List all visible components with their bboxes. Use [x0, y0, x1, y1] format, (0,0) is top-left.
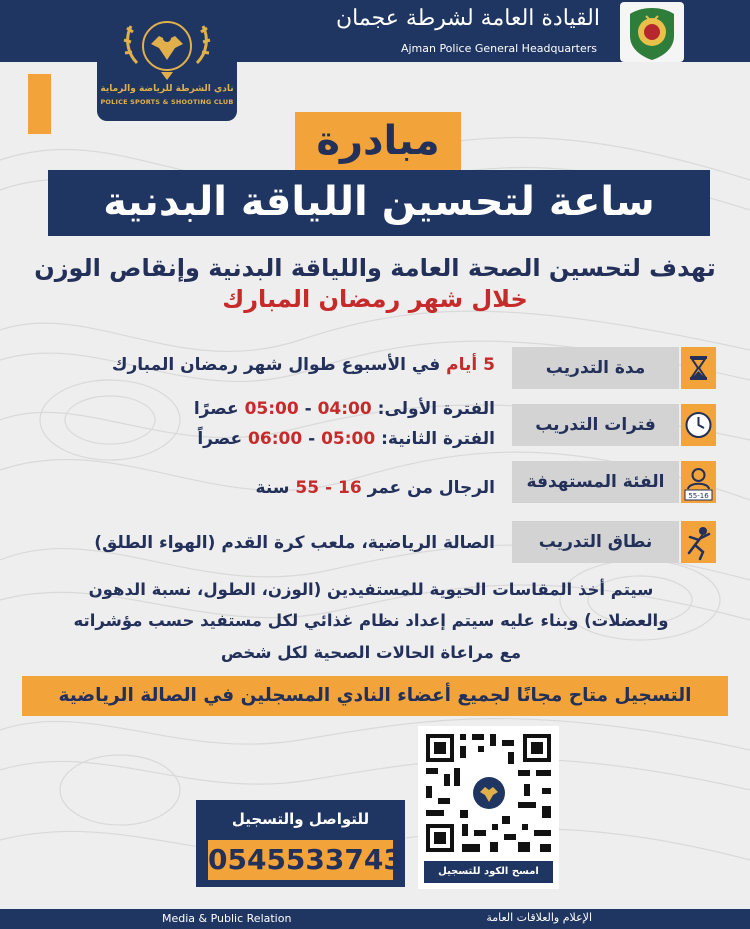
phone-number[interactable]: 0545533743	[208, 840, 393, 880]
target-text: الرجال من عمر	[367, 478, 495, 498]
target-label: الفئة المستهدفة	[512, 461, 679, 503]
duration-days: 5 أيام	[446, 355, 495, 375]
club-name-english: POLICE SPORTS & SHOOTING CLUB	[100, 98, 234, 106]
duration-value	[112, 355, 495, 375]
scope-value: الصالة الرياضية، ملعب كرة القدم (الهواء الطلق)	[94, 533, 495, 553]
initiative-tag: مبادرة	[295, 112, 461, 170]
club-name-arabic: نادي الشرطة للرياضة والرماية	[100, 84, 234, 94]
target-ages: 16 - 55	[295, 478, 362, 498]
initiative-period: خلال شهر رمضان المبارك	[222, 285, 528, 313]
club-eagle-crest-icon	[97, 8, 237, 88]
person-age-icon-text: 55-16	[688, 492, 709, 500]
session-second-name: الفترة الثانية:	[381, 429, 495, 449]
footer-english: Media & Public Relation	[162, 912, 292, 925]
exercise-person-icon	[681, 521, 716, 563]
description-line-1: سيتم أخذ المقاسات الحيوية للمستفيدين (الوزن، الطول، نسبة الدهون	[88, 580, 654, 599]
club-logo-panel	[97, 0, 237, 121]
session-second-sep: -	[308, 429, 316, 449]
initiative-title: ساعة لتحسين اللياقة البدنية	[48, 170, 710, 236]
session-first-name: الفترة الأولى:	[377, 399, 495, 419]
description-line-2: والعضلات) وبناء عليه سيتم إعداد نظام غذائي لكل مستفيد حسب مؤشراته	[73, 611, 669, 630]
target-value	[256, 478, 495, 498]
clock-icon	[681, 404, 716, 446]
contact-label: للتواصل والتسجيل	[231, 810, 370, 828]
footer-bar	[0, 909, 750, 929]
footer-arabic: الإعلام والعلاقات العامة	[486, 911, 592, 924]
session-first-sep: -	[304, 399, 312, 419]
session-first	[194, 399, 495, 419]
session-first-suffix: عصرًا	[193, 399, 239, 419]
initiative-subtitle: تهدف لتحسين الصحة العامة واللياقة البدنية وإنقاص الوزن	[34, 254, 716, 282]
ajman-police-emblem-icon	[620, 2, 684, 62]
sessions-label: فترات التدريب	[512, 404, 679, 446]
duration-text: في الأسبوع طوال شهر رمضان المبارك	[111, 355, 441, 375]
target-suffix: سنة	[255, 478, 290, 498]
scope-label: نطاق التدريب	[512, 521, 679, 563]
registration-banner: التسجيل متاح مجانًا لجميع أعضاء النادي المسجلين في الصالة الرياضية	[22, 676, 728, 716]
duration-label: مدة التدريب	[512, 347, 679, 389]
hq-name-english: Ajman Police General Headquarters	[400, 42, 597, 55]
accent-block	[28, 74, 51, 134]
qr-label: امسح الكود للتسجيل	[424, 861, 553, 883]
qr-card[interactable]	[418, 726, 559, 889]
session-first-from: 04:00	[317, 399, 372, 419]
session-second	[197, 429, 495, 449]
hq-name-arabic: القيادة العامة لشرطة عجمان	[336, 6, 600, 31]
qr-code-icon[interactable]	[418, 726, 559, 860]
hourglass-icon	[681, 347, 716, 389]
session-first-to: 05:00	[244, 399, 299, 419]
person-age-icon	[681, 461, 716, 503]
description-line-3: مع مراعاة الحالات الصحية لكل شخص	[220, 643, 522, 662]
contact-box	[196, 800, 405, 887]
session-second-from: 05:00	[321, 429, 376, 449]
session-second-suffix: عصراً	[197, 429, 243, 449]
session-second-to: 06:00	[248, 429, 303, 449]
